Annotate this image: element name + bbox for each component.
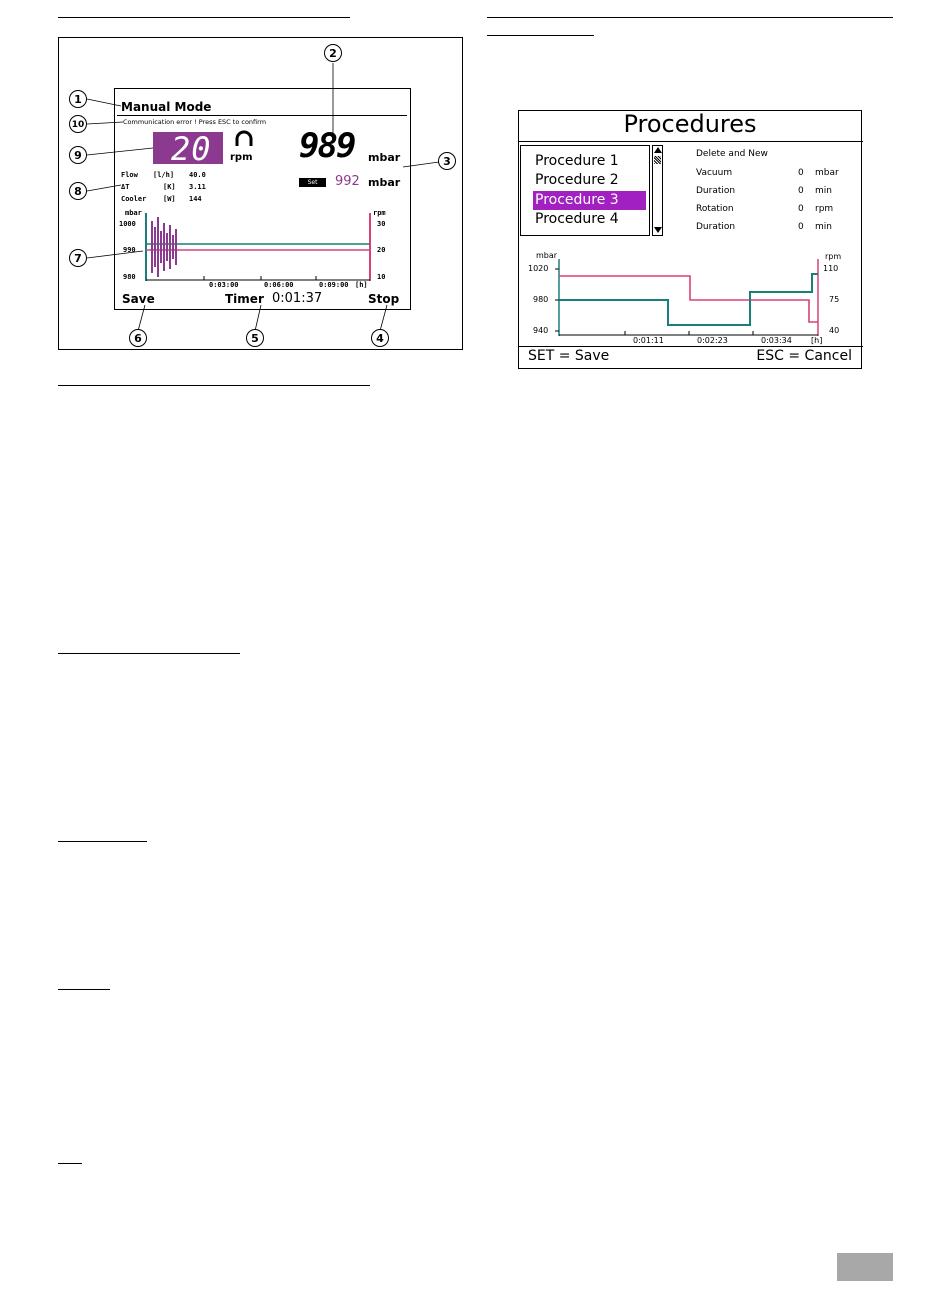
procedures-screen bbox=[518, 110, 862, 369]
title-divider bbox=[519, 141, 863, 142]
timer-value: 0:01:37 bbox=[272, 291, 323, 306]
heading-rule-right-2 bbox=[487, 35, 594, 36]
callout-2: 2 bbox=[324, 44, 342, 62]
callout-leaders bbox=[59, 38, 464, 351]
vacuum-value: 989 bbox=[299, 126, 355, 166]
chart-right-tick-20: 20 bbox=[377, 246, 386, 254]
chart-left-unit: mbar bbox=[125, 209, 142, 217]
section-rule-1 bbox=[58, 385, 370, 386]
set-unit: mbar bbox=[368, 176, 401, 189]
section-rule-5 bbox=[58, 1163, 82, 1164]
proc-chart-left-tick-1020: 1020 bbox=[528, 264, 549, 273]
chart-time-tick-2: 0:06:00 bbox=[264, 281, 294, 289]
callout-10: 10 bbox=[69, 115, 87, 133]
detail-duration-2-unit: min bbox=[815, 222, 832, 232]
detail-vacuum-value[interactable]: 0 bbox=[798, 168, 804, 178]
scroll-up-arrow-icon[interactable] bbox=[654, 147, 662, 153]
section-rule-4 bbox=[58, 989, 110, 990]
chart-left-tick-1000: 1000 bbox=[119, 220, 136, 228]
heading-rule-left bbox=[58, 17, 350, 18]
set-value: 992 bbox=[335, 174, 360, 189]
procedure-step-chart bbox=[519, 241, 863, 346]
vacuum-unit: mbar bbox=[368, 151, 401, 164]
detail-duration-1-value[interactable]: 0 bbox=[798, 186, 804, 196]
detail-duration-2-value[interactable]: 0 bbox=[798, 222, 804, 232]
screen-title: Manual Mode bbox=[121, 100, 212, 114]
speed-unit: rpm bbox=[230, 152, 253, 163]
detail-duration-1-unit: min bbox=[815, 186, 832, 196]
callout-8: 8 bbox=[69, 182, 87, 200]
callout-9: 9 bbox=[69, 146, 87, 164]
procedure-item-2[interactable]: Procedure 2 bbox=[535, 172, 619, 188]
chart-time-tick-3: 0:09:00 bbox=[319, 281, 349, 289]
manual-mode-figure bbox=[58, 37, 463, 350]
detail-vacuum-unit: mbar bbox=[815, 168, 839, 178]
esc-cancel-hint[interactable]: ESC = Cancel bbox=[756, 348, 852, 364]
chart-left-tick-980: 980 bbox=[123, 273, 136, 281]
procedure-item-1[interactable]: Procedure 1 bbox=[535, 153, 619, 169]
heading-rule-right bbox=[487, 17, 893, 18]
callout-4: 4 bbox=[371, 329, 389, 347]
detail-rotation-label: Rotation bbox=[696, 204, 734, 214]
page-number-box bbox=[837, 1253, 893, 1281]
stop-softkey[interactable]: Stop bbox=[368, 292, 400, 306]
callout-3: 3 bbox=[438, 152, 456, 170]
procedure-list bbox=[520, 145, 650, 236]
footer-divider bbox=[519, 346, 863, 347]
chart-right-tick-10: 10 bbox=[377, 273, 386, 281]
save-softkey[interactable]: Save bbox=[122, 292, 155, 306]
set-save-hint[interactable]: SET = Save bbox=[528, 348, 610, 364]
detail-duration-1-label: Duration bbox=[696, 186, 736, 196]
procedure-item-4[interactable]: Procedure 4 bbox=[535, 211, 619, 227]
section-rule-3 bbox=[58, 841, 147, 842]
param-cooler-label: Cooler bbox=[121, 195, 147, 203]
details-header[interactable]: Delete and New bbox=[696, 149, 768, 159]
proc-chart-left-tick-980: 980 bbox=[533, 295, 549, 304]
detail-rotation-unit: rpm bbox=[815, 204, 834, 214]
timer-label: Timer bbox=[225, 292, 264, 306]
param-flow-unit: [l/h] bbox=[153, 171, 175, 179]
proc-chart-time-tick-3: 0:03:34 bbox=[761, 336, 792, 345]
callout-5: 5 bbox=[246, 329, 264, 347]
scroll-thumb[interactable] bbox=[654, 156, 661, 164]
proc-chart-time-tick-2: 0:02:23 bbox=[697, 336, 728, 345]
param-dt-label: ΔT bbox=[121, 183, 130, 191]
callout-1: 1 bbox=[69, 90, 87, 108]
param-cooler-unit: [W] bbox=[163, 195, 176, 203]
procedures-title: Procedures bbox=[623, 110, 757, 138]
procedure-scrollbar[interactable] bbox=[652, 145, 663, 236]
chart-left-tick-990: 990 bbox=[123, 246, 136, 254]
param-dt-unit: [K] bbox=[163, 183, 176, 191]
proc-chart-right-tick-75: 75 bbox=[829, 295, 840, 304]
detail-duration-2-label: Duration bbox=[696, 222, 736, 232]
proc-chart-left-unit: mbar bbox=[536, 251, 558, 260]
chart-right-unit: rpm bbox=[373, 209, 386, 217]
procedure-item-3[interactable]: Procedure 3 bbox=[535, 192, 619, 208]
callout-6: 6 bbox=[129, 329, 147, 347]
status-message: Communication error ! Press ESC to confirm bbox=[123, 118, 267, 126]
speed-value: 20 bbox=[171, 130, 212, 168]
callout-7: 7 bbox=[69, 249, 87, 267]
chart-time-tick-1: 0:03:00 bbox=[209, 281, 239, 289]
set-badge: Set bbox=[299, 178, 326, 187]
proc-chart-left-tick-940: 940 bbox=[533, 326, 549, 335]
param-cooler-value: 144 bbox=[189, 195, 202, 203]
param-flow-value: 40.0 bbox=[189, 171, 206, 179]
scroll-down-arrow-icon[interactable] bbox=[654, 227, 662, 233]
detail-rotation-value[interactable]: 0 bbox=[798, 204, 804, 214]
proc-chart-time-unit: [h] bbox=[811, 336, 823, 345]
proc-chart-right-tick-110: 110 bbox=[823, 264, 839, 273]
param-dt-value: 3.11 bbox=[189, 183, 206, 191]
section-rule-2 bbox=[58, 653, 240, 654]
proc-chart-right-tick-40: 40 bbox=[829, 326, 840, 335]
proc-chart-time-tick-1: 0:01:11 bbox=[633, 336, 664, 345]
chart-right-tick-30: 30 bbox=[377, 220, 386, 228]
detail-vacuum-label: Vacuum bbox=[696, 168, 733, 178]
proc-chart-right-unit: rpm bbox=[825, 252, 842, 261]
chart-time-unit: [h] bbox=[355, 281, 368, 289]
param-flow-label: Flow bbox=[121, 171, 138, 179]
